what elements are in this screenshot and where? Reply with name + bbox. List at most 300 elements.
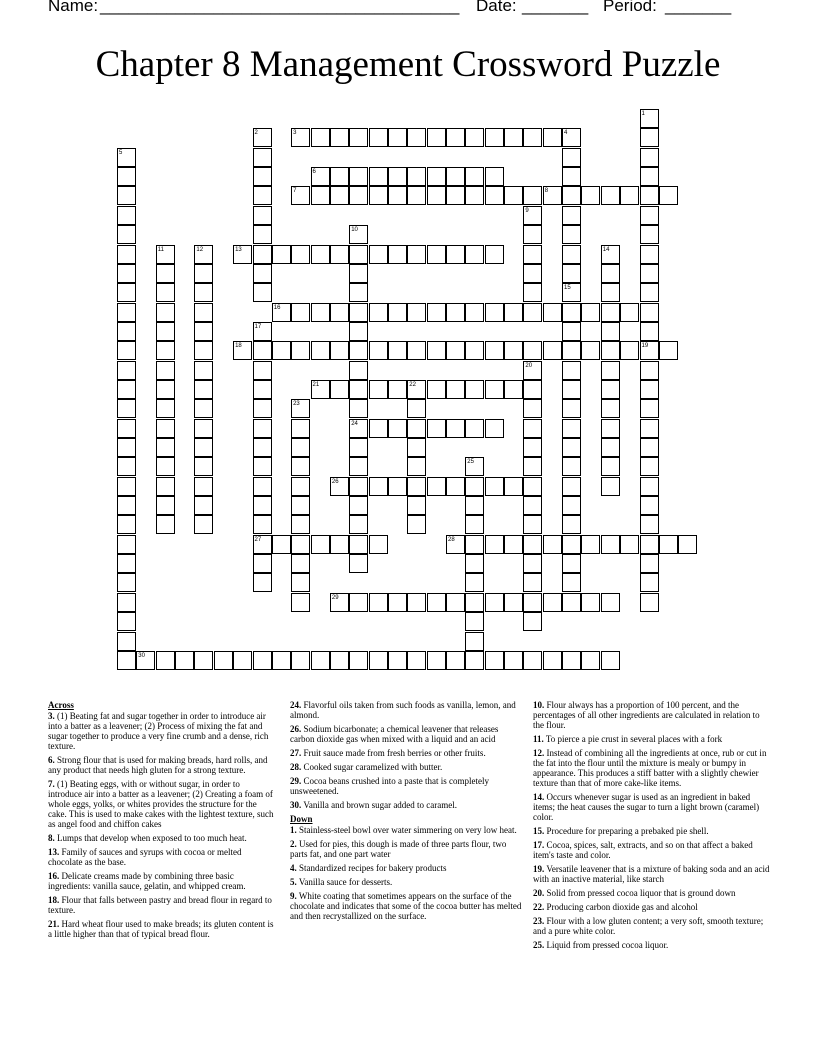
crossword-cell[interactable] xyxy=(291,438,310,457)
crossword-cell[interactable] xyxy=(446,303,465,322)
crossword-cell[interactable] xyxy=(253,361,272,380)
crossword-cell[interactable] xyxy=(407,399,426,418)
crossword-cell[interactable] xyxy=(427,419,446,438)
crossword-cell[interactable] xyxy=(253,477,272,496)
crossword-cell[interactable] xyxy=(485,593,504,612)
crossword-cell[interactable] xyxy=(253,264,272,283)
crossword-cell[interactable] xyxy=(369,245,388,264)
crossword-cell[interactable] xyxy=(311,167,330,186)
crossword-cell[interactable] xyxy=(523,438,542,457)
crossword-cell[interactable] xyxy=(291,245,310,264)
crossword-cell[interactable] xyxy=(427,651,446,670)
crossword-cell[interactable] xyxy=(659,535,678,554)
crossword-cell[interactable] xyxy=(581,186,600,205)
crossword-cell[interactable] xyxy=(330,341,349,360)
crossword-cell[interactable] xyxy=(562,535,581,554)
crossword-cell[interactable] xyxy=(446,341,465,360)
crossword-cell[interactable] xyxy=(291,535,310,554)
crossword-cell[interactable] xyxy=(349,322,368,341)
crossword-cell[interactable] xyxy=(407,245,426,264)
crossword-cell[interactable] xyxy=(136,651,155,670)
crossword-cell[interactable] xyxy=(291,341,310,360)
crossword-cell[interactable] xyxy=(562,245,581,264)
crossword-cell[interactable] xyxy=(543,128,562,147)
crossword-cell[interactable] xyxy=(562,457,581,476)
crossword-cell[interactable] xyxy=(562,573,581,592)
crossword-cell[interactable] xyxy=(523,341,542,360)
crossword-cell[interactable] xyxy=(427,341,446,360)
crossword-cell[interactable] xyxy=(311,186,330,205)
crossword-cell[interactable] xyxy=(194,457,213,476)
crossword-cell[interactable] xyxy=(601,303,620,322)
crossword-cell[interactable] xyxy=(388,303,407,322)
crossword-cell[interactable] xyxy=(543,186,562,205)
crossword-cell[interactable] xyxy=(523,128,542,147)
crossword-cell[interactable] xyxy=(465,341,484,360)
crossword-cell[interactable] xyxy=(194,651,213,670)
crossword-cell[interactable] xyxy=(601,283,620,302)
crossword-cell[interactable] xyxy=(349,303,368,322)
crossword-cell[interactable] xyxy=(349,380,368,399)
crossword-cell[interactable] xyxy=(330,186,349,205)
crossword-cell[interactable] xyxy=(330,593,349,612)
crossword-cell[interactable] xyxy=(253,438,272,457)
crossword-cell[interactable] xyxy=(369,593,388,612)
crossword-cell[interactable] xyxy=(446,167,465,186)
crossword-cell[interactable] xyxy=(349,225,368,244)
crossword-cell[interactable] xyxy=(562,477,581,496)
crossword-cell[interactable] xyxy=(485,651,504,670)
crossword-cell[interactable] xyxy=(465,245,484,264)
crossword-cell[interactable] xyxy=(291,128,310,147)
crossword-cell[interactable] xyxy=(117,515,136,534)
crossword-cell[interactable] xyxy=(659,186,678,205)
crossword-cell[interactable] xyxy=(640,515,659,534)
crossword-cell[interactable] xyxy=(640,225,659,244)
crossword-cell[interactable] xyxy=(253,206,272,225)
crossword-cell[interactable] xyxy=(640,128,659,147)
crossword-cell[interactable] xyxy=(620,341,639,360)
crossword-cell[interactable] xyxy=(311,341,330,360)
crossword-cell[interactable] xyxy=(407,167,426,186)
crossword-cell[interactable] xyxy=(523,264,542,283)
crossword-cell[interactable] xyxy=(253,283,272,302)
crossword-cell[interactable] xyxy=(523,399,542,418)
crossword-cell[interactable] xyxy=(117,457,136,476)
crossword-cell[interactable] xyxy=(194,477,213,496)
crossword-cell[interactable] xyxy=(485,128,504,147)
crossword-cell[interactable] xyxy=(640,554,659,573)
crossword-cell[interactable] xyxy=(349,438,368,457)
crossword-cell[interactable] xyxy=(446,651,465,670)
crossword-cell[interactable] xyxy=(369,186,388,205)
crossword-cell[interactable] xyxy=(640,245,659,264)
crossword-cell[interactable] xyxy=(156,477,175,496)
crossword-cell[interactable] xyxy=(427,245,446,264)
crossword-cell[interactable] xyxy=(465,554,484,573)
crossword-cell[interactable] xyxy=(678,535,697,554)
crossword-cell[interactable] xyxy=(253,651,272,670)
crossword-cell[interactable] xyxy=(581,303,600,322)
crossword-cell[interactable] xyxy=(369,477,388,496)
crossword-cell[interactable] xyxy=(349,167,368,186)
crossword-cell[interactable] xyxy=(369,167,388,186)
crossword-cell[interactable] xyxy=(233,245,252,264)
crossword-cell[interactable] xyxy=(369,651,388,670)
crossword-cell[interactable] xyxy=(407,477,426,496)
crossword-cell[interactable] xyxy=(156,496,175,515)
crossword-cell[interactable] xyxy=(562,593,581,612)
crossword-cell[interactable] xyxy=(407,419,426,438)
crossword-cell[interactable] xyxy=(485,167,504,186)
crossword-cell[interactable] xyxy=(446,186,465,205)
crossword-cell[interactable] xyxy=(601,341,620,360)
crossword-cell[interactable] xyxy=(291,651,310,670)
crossword-cell[interactable] xyxy=(194,264,213,283)
crossword-cell[interactable] xyxy=(562,399,581,418)
crossword-cell[interactable] xyxy=(349,593,368,612)
crossword-cell[interactable] xyxy=(562,419,581,438)
crossword-cell[interactable] xyxy=(407,303,426,322)
crossword-cell[interactable] xyxy=(465,651,484,670)
crossword-cell[interactable] xyxy=(369,380,388,399)
crossword-cell[interactable] xyxy=(291,303,310,322)
crossword-cell[interactable] xyxy=(446,245,465,264)
crossword-cell[interactable] xyxy=(562,303,581,322)
crossword-cell[interactable] xyxy=(523,186,542,205)
crossword-cell[interactable] xyxy=(253,186,272,205)
crossword-cell[interactable] xyxy=(523,573,542,592)
crossword-cell[interactable] xyxy=(194,303,213,322)
crossword-cell[interactable] xyxy=(388,167,407,186)
crossword-cell[interactable] xyxy=(117,361,136,380)
crossword-cell[interactable] xyxy=(117,186,136,205)
crossword-cell[interactable] xyxy=(117,399,136,418)
crossword-cell[interactable] xyxy=(601,438,620,457)
crossword-cell[interactable] xyxy=(194,322,213,341)
crossword-cell[interactable] xyxy=(407,380,426,399)
crossword-cell[interactable] xyxy=(523,303,542,322)
crossword-cell[interactable] xyxy=(601,535,620,554)
crossword-cell[interactable] xyxy=(504,341,523,360)
crossword-cell[interactable] xyxy=(349,283,368,302)
crossword-cell[interactable] xyxy=(291,554,310,573)
crossword-cell[interactable] xyxy=(330,303,349,322)
crossword-cell[interactable] xyxy=(194,380,213,399)
crossword-cell[interactable] xyxy=(291,457,310,476)
crossword-cell[interactable] xyxy=(311,651,330,670)
crossword-cell[interactable] xyxy=(465,535,484,554)
crossword-cell[interactable] xyxy=(407,496,426,515)
crossword-cell[interactable] xyxy=(504,186,523,205)
crossword-cell[interactable] xyxy=(446,477,465,496)
crossword-cell[interactable] xyxy=(659,341,678,360)
crossword-cell[interactable] xyxy=(446,380,465,399)
crossword-cell[interactable] xyxy=(117,341,136,360)
crossword-cell[interactable] xyxy=(330,535,349,554)
crossword-cell[interactable] xyxy=(369,303,388,322)
crossword-cell[interactable] xyxy=(117,148,136,167)
crossword-cell[interactable] xyxy=(562,167,581,186)
crossword-cell[interactable] xyxy=(156,283,175,302)
crossword-cell[interactable] xyxy=(427,128,446,147)
crossword-cell[interactable] xyxy=(465,303,484,322)
crossword-cell[interactable] xyxy=(291,186,310,205)
crossword-cell[interactable] xyxy=(388,651,407,670)
crossword-cell[interactable] xyxy=(194,438,213,457)
crossword-cell[interactable] xyxy=(349,128,368,147)
crossword-cell[interactable] xyxy=(117,283,136,302)
crossword-cell[interactable] xyxy=(175,651,194,670)
crossword-cell[interactable] xyxy=(349,264,368,283)
crossword-cell[interactable] xyxy=(581,341,600,360)
crossword-cell[interactable] xyxy=(562,554,581,573)
crossword-cell[interactable] xyxy=(465,632,484,651)
crossword-cell[interactable] xyxy=(427,477,446,496)
crossword-cell[interactable] xyxy=(156,341,175,360)
crossword-cell[interactable] xyxy=(369,128,388,147)
crossword-cell[interactable] xyxy=(117,573,136,592)
crossword-cell[interactable] xyxy=(620,303,639,322)
crossword-cell[interactable] xyxy=(504,593,523,612)
crossword-cell[interactable] xyxy=(349,419,368,438)
crossword-cell[interactable] xyxy=(117,535,136,554)
crossword-cell[interactable] xyxy=(349,554,368,573)
crossword-cell[interactable] xyxy=(194,496,213,515)
crossword-cell[interactable] xyxy=(291,477,310,496)
crossword-cell[interactable] xyxy=(117,380,136,399)
crossword-cell[interactable] xyxy=(117,167,136,186)
crossword-cell[interactable] xyxy=(465,573,484,592)
crossword-cell[interactable] xyxy=(253,399,272,418)
crossword-cell[interactable] xyxy=(601,593,620,612)
crossword-cell[interactable] xyxy=(156,438,175,457)
crossword-cell[interactable] xyxy=(523,515,542,534)
crossword-cell[interactable] xyxy=(485,303,504,322)
crossword-cell[interactable] xyxy=(388,245,407,264)
crossword-cell[interactable] xyxy=(407,651,426,670)
crossword-cell[interactable] xyxy=(523,361,542,380)
crossword-cell[interactable] xyxy=(465,128,484,147)
crossword-cell[interactable] xyxy=(272,341,291,360)
crossword-cell[interactable] xyxy=(330,167,349,186)
crossword-cell[interactable] xyxy=(523,419,542,438)
crossword-cell[interactable] xyxy=(117,264,136,283)
crossword-cell[interactable] xyxy=(446,128,465,147)
crossword-cell[interactable] xyxy=(601,361,620,380)
crossword-cell[interactable] xyxy=(465,457,484,476)
crossword-cell[interactable] xyxy=(291,399,310,418)
crossword-cell[interactable] xyxy=(194,399,213,418)
crossword-cell[interactable] xyxy=(640,109,659,128)
crossword-cell[interactable] xyxy=(562,322,581,341)
crossword-cell[interactable] xyxy=(562,361,581,380)
crossword-cell[interactable] xyxy=(640,380,659,399)
crossword-cell[interactable] xyxy=(407,515,426,534)
crossword-cell[interactable] xyxy=(349,651,368,670)
crossword-cell[interactable] xyxy=(369,419,388,438)
crossword-cell[interactable] xyxy=(601,419,620,438)
crossword-cell[interactable] xyxy=(523,651,542,670)
crossword-cell[interactable] xyxy=(504,651,523,670)
crossword-cell[interactable] xyxy=(117,303,136,322)
crossword-cell[interactable] xyxy=(291,515,310,534)
crossword-cell[interactable] xyxy=(194,283,213,302)
name-line[interactable]: ______________________________________ xyxy=(100,0,460,15)
crossword-cell[interactable] xyxy=(485,535,504,554)
crossword-cell[interactable] xyxy=(407,128,426,147)
crossword-cell[interactable] xyxy=(253,245,272,264)
crossword-cell[interactable] xyxy=(427,186,446,205)
crossword-cell[interactable] xyxy=(388,186,407,205)
crossword-cell[interactable] xyxy=(407,341,426,360)
crossword-cell[interactable] xyxy=(446,535,465,554)
crossword-cell[interactable] xyxy=(523,225,542,244)
crossword-cell[interactable] xyxy=(562,438,581,457)
crossword-cell[interactable] xyxy=(523,612,542,631)
crossword-cell[interactable] xyxy=(194,341,213,360)
crossword-cell[interactable] xyxy=(156,399,175,418)
crossword-cell[interactable] xyxy=(562,206,581,225)
crossword-cell[interactable] xyxy=(253,380,272,399)
crossword-cell[interactable] xyxy=(291,496,310,515)
crossword-cell[interactable] xyxy=(640,477,659,496)
crossword-cell[interactable] xyxy=(253,128,272,147)
crossword-cell[interactable] xyxy=(601,457,620,476)
crossword-cell[interactable] xyxy=(465,186,484,205)
crossword-cell[interactable] xyxy=(485,419,504,438)
crossword-cell[interactable] xyxy=(562,380,581,399)
crossword-cell[interactable] xyxy=(253,573,272,592)
crossword-cell[interactable] xyxy=(601,380,620,399)
crossword-cell[interactable] xyxy=(311,245,330,264)
crossword-cell[interactable] xyxy=(349,186,368,205)
crossword-cell[interactable] xyxy=(427,593,446,612)
crossword-cell[interactable] xyxy=(581,651,600,670)
crossword-cell[interactable] xyxy=(349,341,368,360)
crossword-cell[interactable] xyxy=(349,245,368,264)
crossword-cell[interactable] xyxy=(253,496,272,515)
crossword-cell[interactable] xyxy=(407,457,426,476)
crossword-cell[interactable] xyxy=(523,554,542,573)
crossword-cell[interactable] xyxy=(156,651,175,670)
crossword-cell[interactable] xyxy=(640,535,659,554)
crossword-cell[interactable] xyxy=(485,380,504,399)
crossword-cell[interactable] xyxy=(465,496,484,515)
crossword-cell[interactable] xyxy=(194,419,213,438)
crossword-cell[interactable] xyxy=(233,651,252,670)
crossword-cell[interactable] xyxy=(485,477,504,496)
crossword-cell[interactable] xyxy=(640,303,659,322)
crossword-cell[interactable] xyxy=(640,148,659,167)
crossword-cell[interactable] xyxy=(543,303,562,322)
crossword-cell[interactable] xyxy=(156,322,175,341)
crossword-cell[interactable] xyxy=(117,632,136,651)
crossword-cell[interactable] xyxy=(640,361,659,380)
crossword-cell[interactable] xyxy=(562,651,581,670)
crossword-cell[interactable] xyxy=(214,651,233,670)
crossword-cell[interactable] xyxy=(156,457,175,476)
crossword-cell[interactable] xyxy=(640,167,659,186)
crossword-cell[interactable] xyxy=(581,593,600,612)
crossword-cell[interactable] xyxy=(369,341,388,360)
crossword-cell[interactable] xyxy=(253,419,272,438)
crossword-cell[interactable] xyxy=(117,322,136,341)
crossword-cell[interactable] xyxy=(117,438,136,457)
crossword-cell[interactable] xyxy=(601,651,620,670)
crossword-cell[interactable] xyxy=(117,245,136,264)
crossword-cell[interactable] xyxy=(523,457,542,476)
crossword-cell[interactable] xyxy=(291,573,310,592)
crossword-cell[interactable] xyxy=(523,206,542,225)
crossword-cell[interactable] xyxy=(194,515,213,534)
crossword-cell[interactable] xyxy=(504,380,523,399)
crossword-cell[interactable] xyxy=(156,515,175,534)
period-line[interactable]: _______ xyxy=(665,0,732,15)
crossword-cell[interactable] xyxy=(253,535,272,554)
crossword-cell[interactable] xyxy=(117,496,136,515)
crossword-cell[interactable] xyxy=(504,303,523,322)
crossword-cell[interactable] xyxy=(465,167,484,186)
crossword-cell[interactable] xyxy=(253,225,272,244)
crossword-cell[interactable] xyxy=(465,515,484,534)
crossword-cell[interactable] xyxy=(523,496,542,515)
crossword-cell[interactable] xyxy=(117,225,136,244)
crossword-cell[interactable] xyxy=(407,593,426,612)
crossword-cell[interactable] xyxy=(640,419,659,438)
crossword-cell[interactable] xyxy=(446,593,465,612)
crossword-cell[interactable] xyxy=(117,554,136,573)
crossword-cell[interactable] xyxy=(388,380,407,399)
crossword-cell[interactable] xyxy=(601,399,620,418)
crossword-cell[interactable] xyxy=(330,128,349,147)
crossword-cell[interactable] xyxy=(311,303,330,322)
crossword-cell[interactable] xyxy=(194,361,213,380)
crossword-cell[interactable] xyxy=(117,419,136,438)
crossword-cell[interactable] xyxy=(504,128,523,147)
crossword-cell[interactable] xyxy=(640,283,659,302)
crossword-cell[interactable] xyxy=(117,206,136,225)
crossword-cell[interactable] xyxy=(272,303,291,322)
crossword-cell[interactable] xyxy=(156,380,175,399)
crossword-cell[interactable] xyxy=(640,186,659,205)
crossword-cell[interactable] xyxy=(523,283,542,302)
crossword-cell[interactable] xyxy=(253,554,272,573)
crossword-cell[interactable] xyxy=(253,515,272,534)
crossword-cell[interactable] xyxy=(601,477,620,496)
crossword-cell[interactable] xyxy=(427,167,446,186)
crossword-cell[interactable] xyxy=(562,186,581,205)
crossword-cell[interactable] xyxy=(543,341,562,360)
crossword-cell[interactable] xyxy=(465,477,484,496)
crossword-cell[interactable] xyxy=(117,593,136,612)
crossword-cell[interactable] xyxy=(156,419,175,438)
crossword-cell[interactable] xyxy=(272,245,291,264)
crossword-cell[interactable] xyxy=(562,283,581,302)
crossword-cell[interactable] xyxy=(640,322,659,341)
crossword-cell[interactable] xyxy=(523,477,542,496)
crossword-cell[interactable] xyxy=(620,535,639,554)
crossword-cell[interactable] xyxy=(407,186,426,205)
crossword-cell[interactable] xyxy=(156,264,175,283)
crossword-cell[interactable] xyxy=(601,245,620,264)
crossword-cell[interactable] xyxy=(369,535,388,554)
crossword-cell[interactable] xyxy=(349,535,368,554)
crossword-cell[interactable] xyxy=(117,612,136,631)
crossword-cell[interactable] xyxy=(156,245,175,264)
crossword-cell[interactable] xyxy=(156,303,175,322)
crossword-cell[interactable] xyxy=(465,419,484,438)
